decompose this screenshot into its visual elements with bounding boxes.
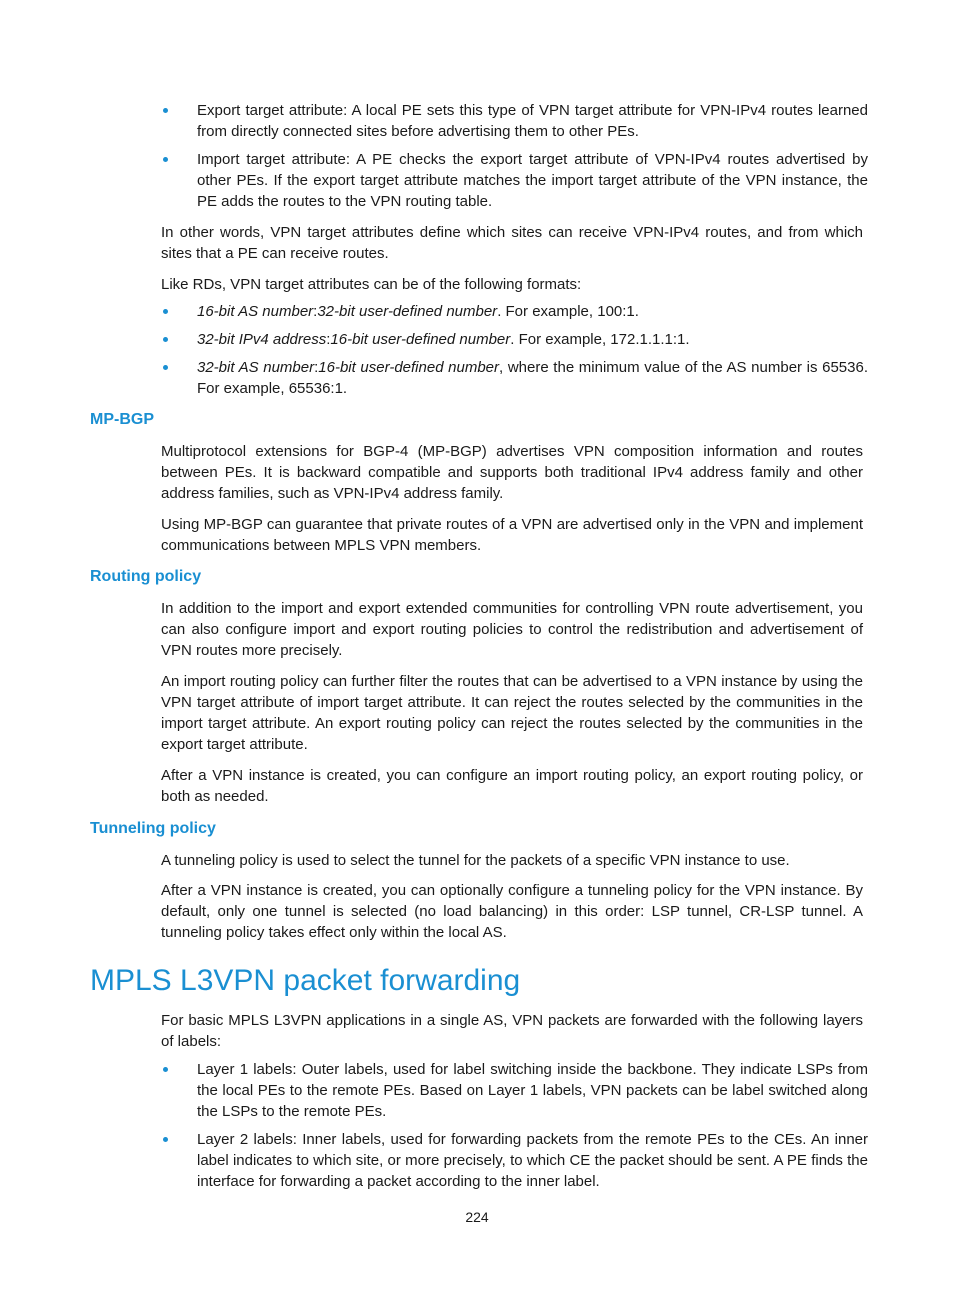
paragraph-tunneling-policy-1: A tunneling policy is used to select the tunnel for the packets of a specific VPN instance to use. (161, 852, 790, 869)
export-import-target-list (161, 100, 868, 212)
heading-mp-bgp: MP-BGP (90, 411, 154, 428)
heading-tunneling-policy: Tunneling policy (90, 820, 216, 837)
paragraph-routing-policy-2: An import routing policy can further filter the routes that can be advertised to a VPN instance by using the VPN target attribute of import target attribute. It can reject the routes selected by the communities in the import target attribute. An export routing policy can reject the routes selected by the communities in the export target attribute. (161, 673, 863, 753)
list-item (161, 1059, 868, 1122)
paragraph-tunneling-policy-2: After a VPN instance is created, you can optionally configure a tunneling policy for the VPN instance. By default, only one tunnel is selected (no load balancing) in this order: LSP tunnel, CR-LSP tunnel. A tunneling policy takes effect only within the local AS. (161, 882, 863, 941)
list-item (161, 100, 868, 142)
bullet-text: Layer 2 labels: Inner labels, used for forwarding packets from the remote PEs to the CEs. An inner label indicates to which site, or more precisely, to which CE the packet should be sent. A PE finds the interface for forwarding a packet according to the inner label. (197, 1131, 868, 1190)
bullet-icon (163, 337, 168, 342)
label-layers-list (161, 1059, 868, 1192)
format-example: . For example, 100:1. (497, 303, 639, 320)
format-separator: : (326, 331, 331, 348)
paragraph-routing-policy-1: In addition to the import and export extended communities for controlling VPN route advertisement, you can also configure import and export routing policies to control the redistribution and advertisement of VPN routes more precisely. (161, 600, 863, 659)
bullet-icon (163, 1137, 168, 1142)
paragraph-mp-bgp-2: Using MP-BGP can guarantee that private routes of a VPN are advertised only in the VPN and implement communications between MPLS VPN members. (161, 516, 863, 554)
format-part-1: 16-bit AS number (197, 303, 314, 320)
list-item (161, 301, 868, 322)
bullet-icon (163, 365, 168, 370)
list-item (161, 149, 868, 212)
heading-packet-forwarding: MPLS L3VPN packet forwarding (90, 964, 521, 997)
format-part-2: 32-bit user-defined number (317, 303, 498, 320)
list-item (161, 357, 868, 399)
bullet-icon (163, 108, 168, 113)
paragraph-mp-bgp-1: Multiprotocol extensions for BGP-4 (MP-BGP) advertises VPN composition information and routes between PEs. It is backward compatible and supports both traditional IPv4 address family and other address families, such as VPN-IPv4 address family. (161, 443, 863, 502)
paragraph-forwarding-intro: For basic MPLS L3VPN applications in a single AS, VPN packets are forwarded with the following layers of labels: (161, 1012, 863, 1050)
format-part-2: 16-bit user-defined number (330, 331, 511, 348)
paragraph-routing-policy-3: After a VPN instance is created, you can configure an import routing policy, an export routing policy, or both as needed. (161, 767, 863, 805)
format-separator: : (314, 359, 319, 376)
page-number: 224 (465, 1209, 489, 1225)
bullet-text: Export target attribute: A local PE sets this type of VPN target attribute for VPN-IPv4 routes learned from directly connected sites before advertising them to other PEs. (197, 102, 868, 140)
target-format-list (161, 301, 868, 399)
format-part-1: 32-bit IPv4 address (197, 331, 327, 348)
list-item (161, 1129, 868, 1192)
bullet-text: Import target attribute: A PE checks the export target attribute of VPN-IPv4 routes advertised by other PEs. If the export target attribute matches the import target attribute of the VPN instance, the PE adds the routes to the VPN routing table. (197, 151, 868, 210)
format-separator: : (313, 303, 318, 320)
list-item (161, 329, 868, 350)
format-part-2: 16-bit user-defined number (318, 359, 500, 376)
format-part-1: 32-bit AS number (197, 359, 315, 376)
paragraph-formats-intro: Like RDs, VPN target attributes can be of the following formats: (161, 276, 582, 293)
paragraph-other-words: In other words, VPN target attributes define which sites can receive VPN-IPv4 routes, and from which sites that a PE can receive routes. (161, 224, 863, 262)
bullet-icon (163, 1067, 168, 1072)
format-example: , where the minimum value of the AS number is 65536. For example, 65536:1. (197, 359, 868, 397)
bullet-text: Layer 1 labels: Outer labels, used for label switching inside the backbone. They indicate LSPs from the local PEs to the remote PEs. Based on Layer 1 labels, VPN packets can be label switched along the LSPs to the remote PEs. (197, 1061, 868, 1120)
heading-routing-policy: Routing policy (90, 568, 202, 585)
bullet-icon (163, 309, 168, 314)
format-example: . For example, 172.1.1.1:1. (510, 331, 690, 348)
bullet-icon (163, 157, 168, 162)
